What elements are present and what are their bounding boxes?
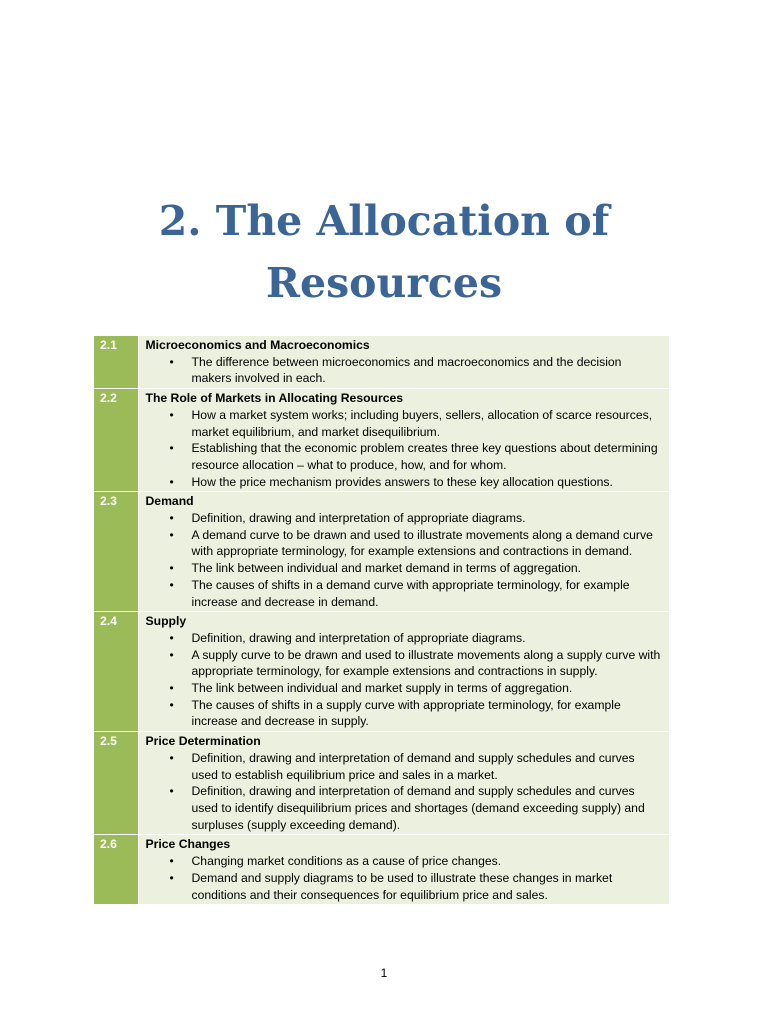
bullet-item (169, 560, 664, 577)
bullet-text: How the price mechanism provides answers to these key allocation questions. (191, 474, 613, 489)
section-row (94, 835, 669, 905)
bullet-text: Definition, drawing and interpretation of demand and supply schedules and curves used to establish equilibrium price and sales in a market. (191, 750, 635, 782)
section-number: 2.2 (94, 389, 138, 492)
syllabus-table-body (94, 336, 669, 905)
bullet-list (146, 853, 664, 903)
bullet-text: Definition, drawing and interpretation of appropriate diagrams. (191, 511, 526, 526)
section-heading: Price Determination (145, 734, 261, 749)
title-line-1: 2. The Allocation of (158, 197, 610, 245)
bullet-icon: • (169, 527, 174, 542)
bullet-icon: • (169, 561, 174, 576)
section-content (138, 389, 669, 492)
bullet-list (146, 407, 664, 491)
bullet-item (169, 783, 664, 833)
section-number: 2.6 (94, 835, 138, 905)
bullet-icon: • (169, 784, 174, 799)
bullet-icon: • (169, 441, 174, 456)
section-number: 2.5 (94, 732, 138, 835)
bullet-icon: • (169, 697, 174, 712)
bullet-text: The causes of shifts in a demand curve with appropriate terminology, for example increase and decrease in demand. (191, 577, 630, 609)
title-line-2: Resources (265, 259, 503, 307)
bullet-item (169, 440, 664, 473)
bullet-list (146, 630, 664, 730)
syllabus-table (94, 336, 669, 905)
bullet-item (169, 697, 664, 730)
section-heading: Microeconomics and Macroeconomics (145, 338, 370, 352)
bullet-icon: • (169, 354, 174, 369)
bullet-item (169, 474, 664, 491)
section-number: 2.4 (94, 612, 138, 732)
page-number: 1 (380, 966, 388, 980)
section-content (138, 835, 669, 905)
bullet-icon: • (169, 870, 174, 885)
bullet-text: Definition, drawing and interpretation of demand and supply schedules and curves used to identify disequilibrium prices and shortages (demand exceeding supply) and surpluses (supply exceeding demand). (191, 784, 645, 832)
bullet-item (169, 870, 664, 903)
section-row (94, 336, 669, 389)
bullet-item (169, 630, 664, 647)
bullet-icon: • (169, 854, 174, 869)
bullet-text: The link between individual and market supply in terms of aggregation. (191, 681, 573, 696)
bullet-item (169, 750, 664, 783)
bullet-icon: • (169, 681, 174, 696)
section-number: 2.3 (94, 492, 138, 612)
bullet-list (146, 510, 664, 610)
section-number: 2.1 (94, 336, 138, 389)
bullet-icon: • (169, 474, 174, 489)
section-row (94, 492, 669, 612)
bullet-item (169, 354, 664, 387)
bullet-list (146, 750, 664, 834)
bullet-text: How a market system works; including buyers, sellers, allocation of scarce resources, market equilibrium, and market disequilibrium. (191, 407, 653, 439)
section-heading: Supply (145, 614, 187, 629)
bullet-text: The difference between microeconomics and macroeconomics and the decision makers involved in each. (191, 354, 622, 386)
section-heading: The Role of Markets in Allocating Resources (145, 391, 404, 406)
bullet-text: Definition, drawing and interpretation of appropriate diagrams. (191, 630, 526, 645)
bullet-icon: • (169, 577, 174, 592)
section-content (138, 492, 669, 612)
section-content (138, 612, 669, 732)
section-row (94, 732, 669, 835)
bullet-text: The causes of shifts in a supply curve with appropriate terminology, for example increase and decrease in supply. (191, 697, 621, 729)
section-content (138, 336, 669, 389)
section-content (138, 732, 669, 835)
bullet-text: The link between individual and market demand in terms of aggregation. (191, 561, 582, 576)
bullet-item (169, 853, 664, 870)
bullet-text: Changing market conditions as a cause of price changes. (191, 854, 502, 869)
bullet-item (169, 680, 664, 697)
section-row (94, 389, 669, 492)
bullet-text: Establishing that the economic problem creates three key questions about determining resource allocation – what to produce, how, and for whom. (191, 441, 658, 472)
section-row (94, 612, 669, 732)
bullet-icon: • (169, 511, 174, 526)
bullet-item (169, 407, 664, 440)
bullet-list (146, 354, 664, 387)
section-heading: Price Changes (145, 837, 231, 852)
bullet-item (169, 577, 664, 610)
bullet-item (169, 510, 664, 527)
bullet-icon: • (169, 407, 174, 422)
bullet-icon: • (169, 630, 174, 645)
bullet-item (169, 647, 664, 680)
bullet-text: Demand and supply diagrams to be used to illustrate these changes in market conditions and their consequences for equilibrium price and sales. (191, 870, 613, 902)
section-heading: Demand (145, 494, 194, 509)
bullet-icon: • (169, 647, 174, 662)
bullet-icon: • (169, 750, 174, 765)
bullet-item (169, 527, 664, 560)
page-title (0, 190, 768, 314)
bullet-text: A supply curve to be drawn and used to illustrate movements along a supply curve with appropriate terminology, for example extensions and contractions in supply. (191, 647, 661, 679)
bullet-text: A demand curve to be drawn and used to illustrate movements along a demand curve with appropriate terminology, for example extensions and contractions in demand. (191, 527, 653, 559)
